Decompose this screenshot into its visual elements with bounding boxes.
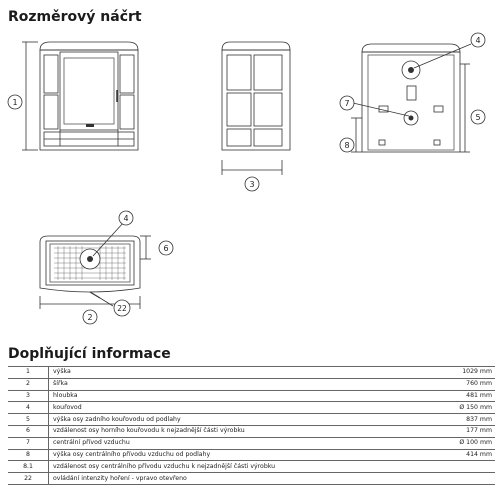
callout-4-top: 4 xyxy=(123,214,129,223)
table-row xyxy=(8,367,495,379)
top-view xyxy=(40,211,173,324)
row-number: 22 xyxy=(8,473,49,485)
row-value: 1029 mm xyxy=(430,367,495,379)
row-number: 7 xyxy=(8,437,49,449)
row-number: 2 xyxy=(8,378,49,390)
table-row xyxy=(8,425,495,437)
callout-1: 1 xyxy=(12,98,18,107)
callout-3: 3 xyxy=(249,180,255,189)
row-description: výška xyxy=(49,367,431,379)
row-value xyxy=(430,473,495,485)
table-row xyxy=(8,449,495,461)
front-view xyxy=(8,42,138,150)
row-number: 8.1 xyxy=(8,461,49,473)
row-value: 837 mm xyxy=(430,414,495,426)
table-row xyxy=(8,437,495,449)
row-value: 481 mm xyxy=(430,390,495,402)
row-value: Ø 150 mm xyxy=(430,402,495,414)
callout-5: 5 xyxy=(475,113,481,122)
row-value: 760 mm xyxy=(430,378,495,390)
row-number: 3 xyxy=(8,390,49,402)
row-description: šířka xyxy=(49,378,431,390)
info-table xyxy=(8,366,495,485)
callout-6: 6 xyxy=(163,244,169,253)
row-number: 1 xyxy=(8,367,49,379)
row-number: 5 xyxy=(8,414,49,426)
row-number: 6 xyxy=(8,425,49,437)
row-description: vzdálenost osy centrálního přívodu vzduchu k nejzadnější části výrobku xyxy=(49,461,431,473)
row-number: 8 xyxy=(8,449,49,461)
row-description: kouřovod xyxy=(49,402,431,414)
row-value: Ø 100 mm xyxy=(430,437,495,449)
row-value: 177 mm xyxy=(430,425,495,437)
table-row xyxy=(8,402,495,414)
row-description: ovládání intenzity hoření - vpravo otevřeno xyxy=(49,473,431,485)
row-description: vzdálenost osy horního kouřovodu k nejzadnější části výrobku xyxy=(49,425,431,437)
table-row xyxy=(8,461,495,473)
row-description: výška osy zadního kouřovodu od podlahy xyxy=(49,414,431,426)
table-row xyxy=(8,378,495,390)
row-description: hloubka xyxy=(49,390,431,402)
info-heading: Doplňující informace xyxy=(8,346,171,362)
callout-8: 8 xyxy=(344,141,350,150)
table-row xyxy=(8,414,495,426)
back-view xyxy=(340,33,485,152)
row-description: výška osy centrálního přívodu vzduchu od podlahy xyxy=(49,449,431,461)
callout-22: 22 xyxy=(117,304,127,313)
row-description: centrální přívod vzduchu xyxy=(49,437,431,449)
callout-2: 2 xyxy=(87,313,93,322)
row-value xyxy=(430,461,495,473)
table-row xyxy=(8,473,495,485)
callout-4-back: 4 xyxy=(475,36,481,45)
side-view xyxy=(222,42,290,191)
row-number: 4 xyxy=(8,402,49,414)
sketch-heading: Rozměrový náčrt xyxy=(8,9,142,25)
table-row xyxy=(8,390,495,402)
callout-7: 7 xyxy=(344,99,350,108)
row-value: 414 mm xyxy=(430,449,495,461)
